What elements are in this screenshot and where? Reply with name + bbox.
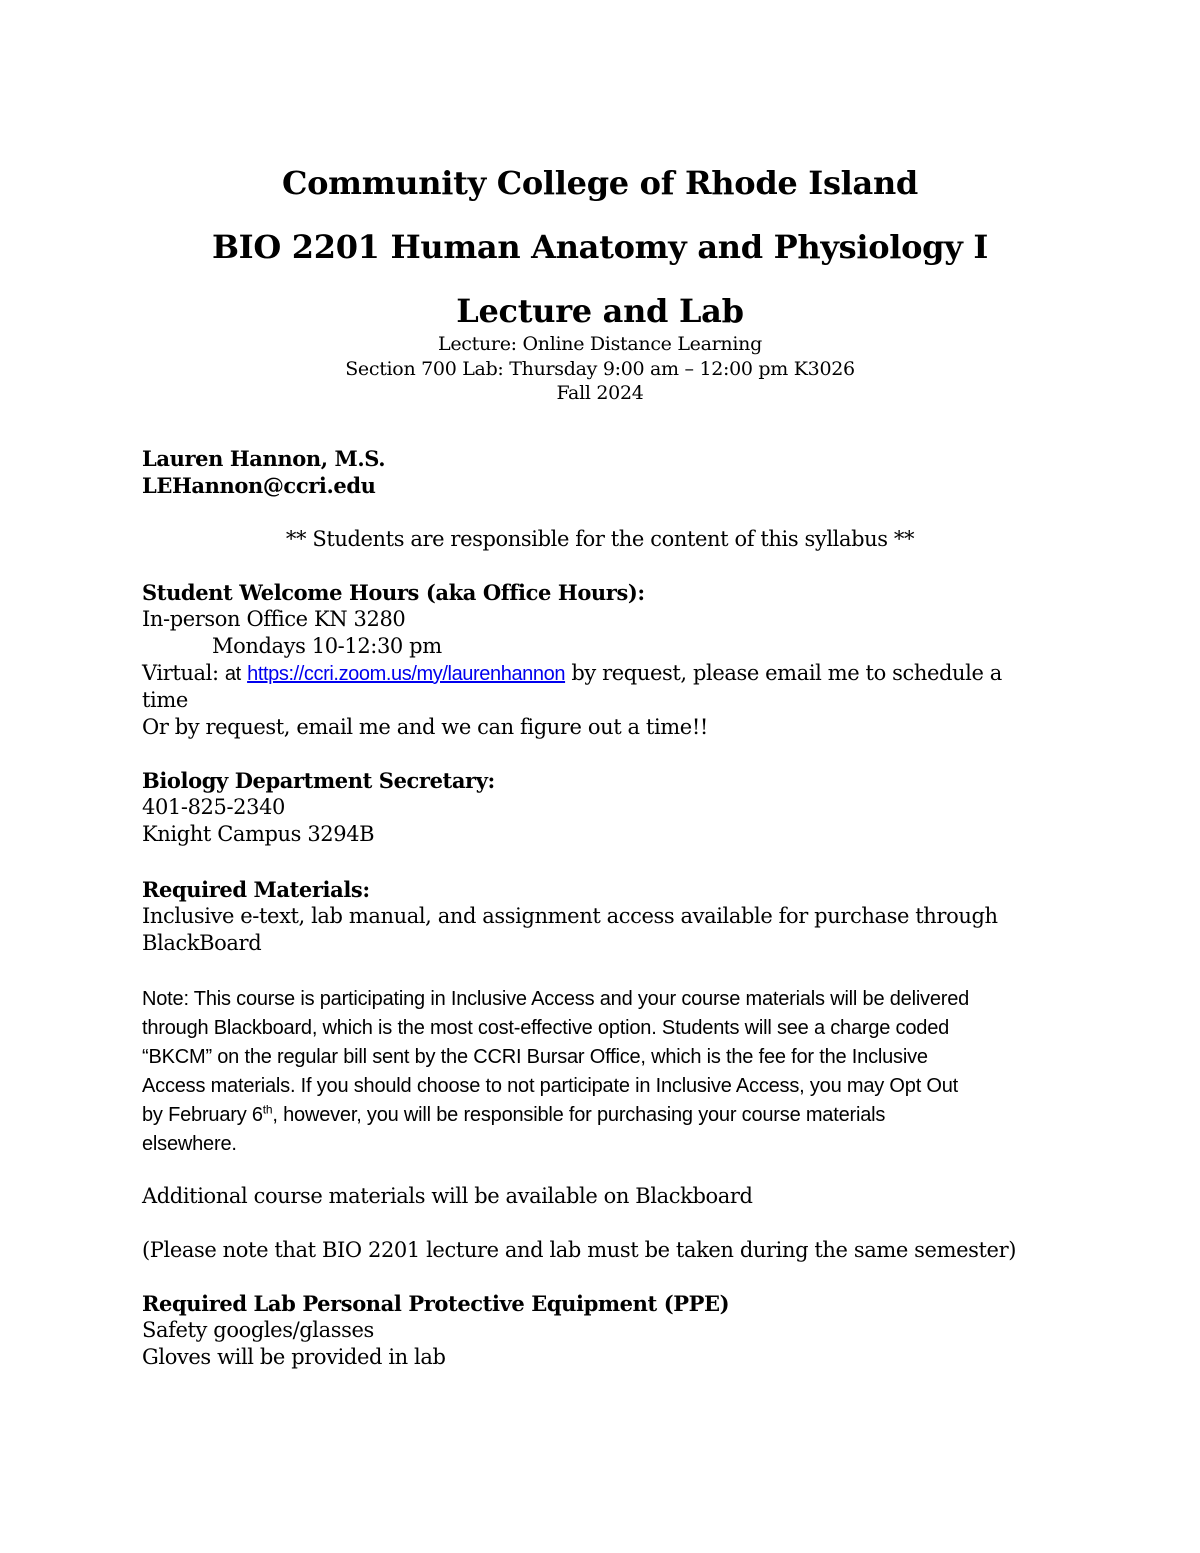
materials-line: Inclusive e-text, lab manual, and assignment access available for purchase through bbox=[142, 904, 998, 928]
course-type: Lecture and Lab bbox=[456, 292, 744, 330]
virtual-rest-continued: time bbox=[142, 688, 188, 712]
ppe-item: Safety googles/glasses bbox=[142, 1318, 374, 1342]
office-location: In-person Office KN 3280 bbox=[142, 607, 406, 631]
lab-schedule: Section 700 Lab: Thursday 9:00 am – 12:00 pm K3026 bbox=[345, 358, 855, 380]
secretary-phone: 401-825-2340 bbox=[142, 795, 285, 819]
materials-heading: Required Materials: bbox=[142, 877, 370, 902]
course-title: BIO 2201 Human Anatomy and Physiology I bbox=[211, 228, 989, 266]
ppe-item: Gloves will be provided in lab bbox=[142, 1345, 446, 1369]
virtual-rest: by request, please email me to schedule a bbox=[571, 661, 1002, 685]
term: Fall 2024 bbox=[556, 382, 644, 404]
virtual-at: at bbox=[224, 663, 241, 685]
note-date: by February 6 bbox=[142, 1104, 263, 1126]
instructor-email: LEHannon@ccri.edu bbox=[142, 473, 376, 498]
inclusive-access-note-line: through Blackboard, which is the most cost-effective option. Students will see a charge coded bbox=[142, 1017, 950, 1039]
virtual-label: Virtual: bbox=[142, 661, 219, 685]
virtual-hours bbox=[142, 661, 1002, 686]
office-hours-alt: Or by request, email me and we can figure out a time!! bbox=[142, 715, 708, 739]
college-title: Community College of Rhode Island bbox=[281, 164, 919, 202]
secretary-heading: Biology Department Secretary: bbox=[142, 768, 495, 793]
inclusive-access-note-line: “BKCM” on the regular bill sent by the CCRI Bursar Office, which is the fee for the Inclusive bbox=[142, 1046, 928, 1068]
instructor-name: Lauren Hannon, M.S. bbox=[142, 446, 386, 471]
secretary-location: Knight Campus 3294B bbox=[142, 822, 375, 846]
inclusive-access-note-line: elsewhere. bbox=[142, 1133, 237, 1155]
lecture-format: Lecture: Online Distance Learning bbox=[438, 333, 762, 355]
materials-line: BlackBoard bbox=[142, 931, 262, 955]
note-date-suffix: th bbox=[262, 1102, 273, 1117]
same-semester-note: (Please note that BIO 2201 lecture and lab must be taken during the same semester) bbox=[142, 1238, 1016, 1262]
inclusive-access-note-line bbox=[142, 1104, 885, 1127]
syllabus-notice: ** Students are responsible for the content of this syllabus ** bbox=[285, 527, 915, 551]
ppe-heading: Required Lab Personal Protective Equipment (PPE) bbox=[142, 1291, 730, 1316]
additional-materials: Additional course materials will be available on Blackboard bbox=[142, 1184, 753, 1208]
inclusive-access-note-line: Access materials. If you should choose to not participate in Inclusive Access, you may Opt Out bbox=[142, 1075, 959, 1097]
zoom-link[interactable]: https://ccri.zoom.us/my/laurenhannon bbox=[247, 663, 566, 685]
note-date-rest: , however, you will be responsible for purchasing your course materials bbox=[272, 1104, 886, 1126]
inclusive-access-note-line: Note: This course is participating in Inclusive Access and your course materials will be delivered bbox=[142, 988, 970, 1010]
office-days: Mondays 10-12:30 pm bbox=[212, 634, 442, 658]
office-hours-heading: Student Welcome Hours (aka Office Hours): bbox=[142, 580, 645, 605]
